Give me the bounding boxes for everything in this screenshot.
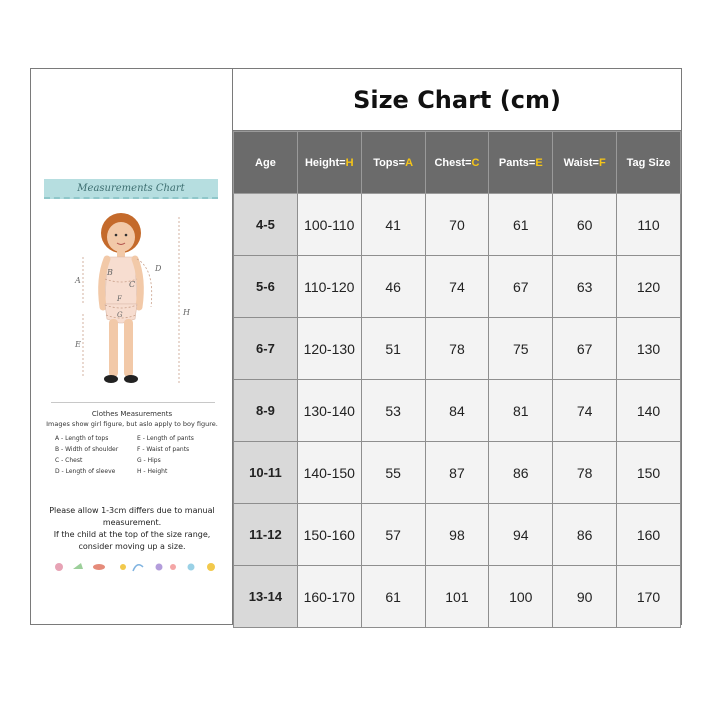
legend-item: D - Length of sleeve [55, 468, 116, 475]
label-d: D [155, 264, 162, 273]
height-cell: 150-160 [297, 504, 361, 566]
tops-cell: 53 [361, 380, 425, 442]
legend-item: C - Chest [55, 457, 83, 464]
tag-size-cell: 120 [617, 256, 681, 318]
pants-cell: 86 [489, 442, 553, 504]
col-header-tag-size: Tag Size [617, 132, 681, 194]
measurement-legend [55, 433, 225, 477]
waist-cell: 63 [553, 256, 617, 318]
legend-item: G - Hips [137, 457, 161, 464]
table-row [234, 318, 681, 380]
page-title: Size Chart (cm) [233, 69, 681, 131]
sun-icon [207, 563, 215, 571]
chest-cell: 78 [425, 318, 489, 380]
legend-item: A - Length of tops [55, 435, 109, 442]
tops-cell: 61 [361, 566, 425, 628]
face-shape [107, 222, 135, 252]
flower-icon [156, 564, 163, 571]
flower-icon [55, 563, 63, 571]
legend-row [55, 466, 225, 477]
label-b: B [107, 268, 113, 277]
measurements-chart-banner [44, 179, 218, 199]
watermelon-icon [93, 564, 105, 570]
legend-item: F - Waist of pants [137, 446, 190, 453]
size-chart-frame [30, 68, 682, 625]
left-shoe [104, 375, 118, 383]
note-line: consider moving up a size. [78, 542, 186, 551]
age-cell: 5-6 [234, 256, 298, 318]
height-cell: 130-140 [297, 380, 361, 442]
star-icon [120, 564, 126, 570]
height-cell: 110-120 [297, 256, 361, 318]
tag-size-cell: 140 [617, 380, 681, 442]
age-cell: 6-7 [234, 318, 298, 380]
chest-cell: 74 [425, 256, 489, 318]
age-cell: 13-14 [234, 566, 298, 628]
label-f: F [117, 295, 122, 303]
col-header-height: Height=H [297, 132, 361, 194]
chest-cell: 70 [425, 194, 489, 256]
balloon-icon [133, 565, 143, 571]
tag-size-cell: 110 [617, 194, 681, 256]
height-cell: 160-170 [297, 566, 361, 628]
waist-cell: 78 [553, 442, 617, 504]
tops-cell: 41 [361, 194, 425, 256]
tops-cell: 57 [361, 504, 425, 566]
child-figure-illustration [51, 209, 211, 399]
legend-row [55, 433, 225, 444]
legend-item: E - Length of pants [137, 435, 194, 442]
col-header-age: Age [234, 132, 298, 194]
chest-cell: 98 [425, 504, 489, 566]
label-g: G [117, 311, 123, 319]
waist-cell: 86 [553, 504, 617, 566]
caption-title: Clothes Measurements [91, 410, 173, 418]
legend-row [55, 444, 225, 455]
measurements-panel [31, 69, 233, 624]
label-e: E [75, 340, 81, 349]
table-row [234, 442, 681, 504]
col-header-waist: Waist=F [553, 132, 617, 194]
pants-cell: 94 [489, 504, 553, 566]
age-cell: 4-5 [234, 194, 298, 256]
leaf-icon [73, 563, 83, 569]
label-a: A [75, 276, 81, 285]
legend-row [55, 455, 225, 466]
age-cell: 11-12 [234, 504, 298, 566]
waist-cell: 74 [553, 380, 617, 442]
pants-cell: 75 [489, 318, 553, 380]
size-table-panel [233, 69, 681, 624]
decorative-icons-row [51, 559, 221, 573]
table-row [234, 194, 681, 256]
tag-size-cell: 170 [617, 566, 681, 628]
tops-cell: 51 [361, 318, 425, 380]
tops-cell: 46 [361, 256, 425, 318]
age-cell: 8-9 [234, 380, 298, 442]
right-shoe [124, 375, 138, 383]
height-cell: 120-130 [297, 318, 361, 380]
pants-cell: 100 [489, 566, 553, 628]
table-row [234, 380, 681, 442]
ball-icon [188, 564, 195, 571]
waist-cell: 60 [553, 194, 617, 256]
pants-cell: 67 [489, 256, 553, 318]
table-header-row [234, 132, 681, 194]
legend-item: B - Width of shoulder [55, 446, 119, 453]
tag-size-cell: 130 [617, 318, 681, 380]
col-header-pants: Pants=E [489, 132, 553, 194]
table-row [234, 566, 681, 628]
caption-subtitle: Images show girl figure, but aslo apply to boy figure. [46, 420, 218, 428]
note-line: Please allow 1-3cm differs due to manual [49, 506, 215, 515]
pants-cell: 61 [489, 194, 553, 256]
table-row [234, 504, 681, 566]
note-line: If the child at the top of the size range, [53, 530, 211, 539]
label-c: C [129, 280, 136, 289]
sizing-note [39, 505, 225, 553]
chest-cell: 101 [425, 566, 489, 628]
flower-icon [170, 564, 176, 570]
tag-size-cell: 150 [617, 442, 681, 504]
table-row [234, 256, 681, 318]
pants-cell: 81 [489, 380, 553, 442]
measurements-chart-title: Measurements Chart [77, 182, 185, 194]
height-cell: 140-150 [297, 442, 361, 504]
panel-divider [51, 402, 215, 403]
waist-cell: 67 [553, 318, 617, 380]
caption [39, 409, 225, 429]
col-header-chest: Chest=C [425, 132, 489, 194]
tops-cell: 55 [361, 442, 425, 504]
height-cell: 100-110 [297, 194, 361, 256]
age-cell: 10-11 [234, 442, 298, 504]
col-header-tops: Tops=A [361, 132, 425, 194]
chest-cell: 84 [425, 380, 489, 442]
size-table [233, 131, 681, 628]
note-line: measurement. [102, 518, 162, 527]
label-h: H [183, 308, 190, 317]
tag-size-cell: 160 [617, 504, 681, 566]
chest-cell: 87 [425, 442, 489, 504]
legend-item: H - Height [137, 468, 168, 475]
waist-cell: 90 [553, 566, 617, 628]
